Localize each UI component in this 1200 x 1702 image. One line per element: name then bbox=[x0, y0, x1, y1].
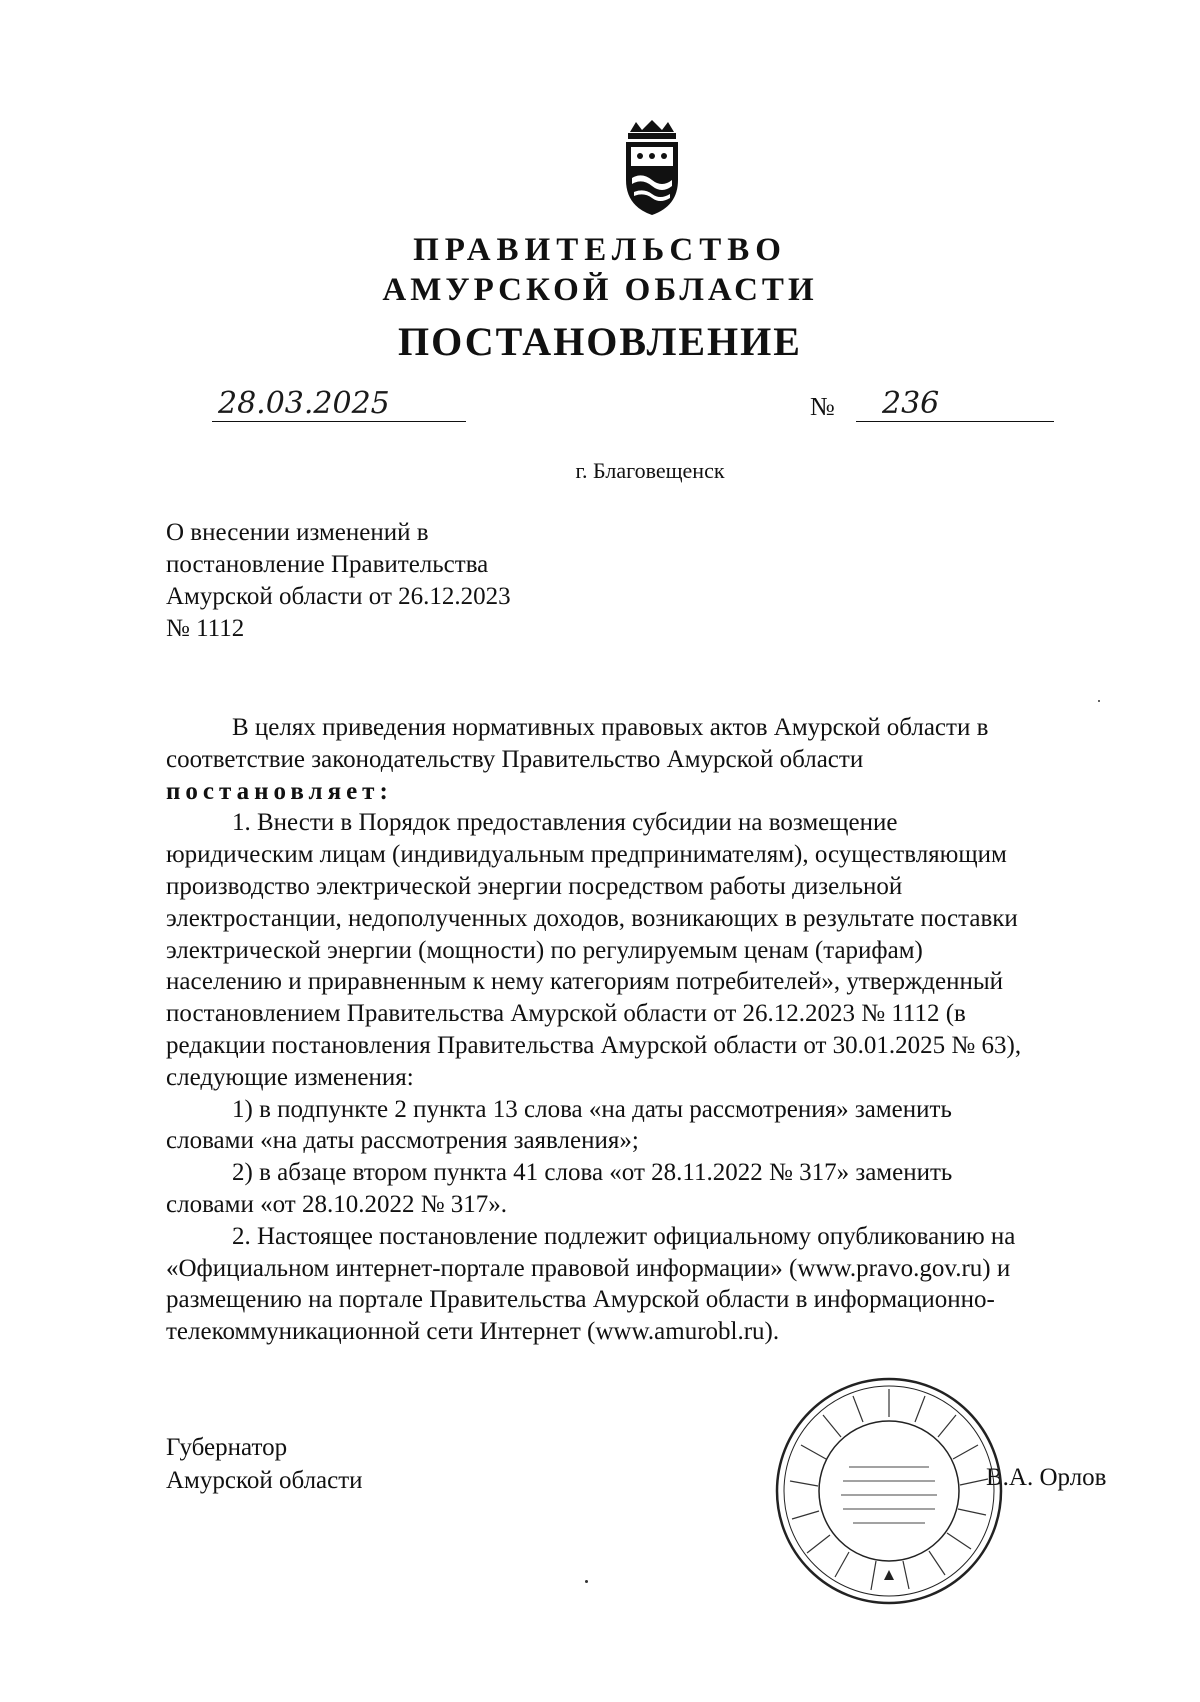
body-line: населению и приравненным к нему категориям потребителей», утвержденный bbox=[166, 968, 1004, 996]
coat-of-arms-icon bbox=[620, 118, 684, 218]
body-line: телекоммуникационной сети Интернет (www.amurobl.ru). bbox=[166, 1318, 780, 1346]
number-label: № bbox=[810, 392, 835, 421]
body-line: электрической энергии (мощности) по регулируемым ценам (тарифам) bbox=[166, 936, 923, 964]
document-type: ПОСТАНОВЛЕНИЕ bbox=[398, 319, 802, 364]
date-underline bbox=[212, 421, 466, 422]
city: г. Благовещенск bbox=[575, 458, 725, 483]
body-line: 2) в абзаце втором пункта 41 слова «от 28.11.2022 № 317» заменить bbox=[232, 1159, 953, 1187]
body-line: производство электрической энергии посредством работы дизельной bbox=[166, 872, 903, 900]
subject-line: О внесении изменений в bbox=[166, 519, 429, 546]
subject-line: постановление Правительства bbox=[166, 551, 489, 578]
scan-speck bbox=[1098, 700, 1100, 702]
body-line: В целях приведения нормативных правовых актов Амурской области в bbox=[232, 714, 989, 741]
resolves-keyword: постановляет: bbox=[166, 777, 393, 805]
subject-line: № 1112 bbox=[166, 615, 245, 642]
body-line: 1) в подпункте 2 пункта 13 слова «на даты рассмотрения» заменить bbox=[232, 1095, 952, 1123]
body-line: юридическим лицам (индивидуальным предпринимателям), осуществляющим bbox=[166, 841, 1007, 869]
official-stamp-icon bbox=[773, 1375, 1005, 1607]
body-line: постановлением Правительства Амурской области от 26.12.2023 № 1112 (в bbox=[166, 1000, 966, 1028]
body-line: 1. Внести в Порядок предоставления субсидии на возмещение bbox=[232, 809, 898, 837]
signatory-title-line: Губернатор bbox=[166, 1434, 288, 1461]
signatory-name: В.А. Орлов bbox=[986, 1464, 1107, 1491]
document-body bbox=[166, 712, 1112, 1348]
signatory-title-line: Амурской области bbox=[166, 1467, 363, 1494]
body-line: словами «от 28.10.2022 № 317». bbox=[166, 1190, 508, 1218]
signatory-title bbox=[166, 1431, 363, 1497]
body-line: соответствие законодательству Правительство Амурской области bbox=[166, 745, 864, 773]
scan-speck bbox=[585, 1580, 588, 1583]
body-line: редакции постановления Правительства Амурской области от 30.01.2025 № 63), bbox=[166, 1031, 1022, 1059]
body-line: 2. Настоящее постановление подлежит официальному опубликованию на bbox=[232, 1222, 1016, 1250]
document-subject bbox=[166, 517, 511, 645]
document-number: 236 bbox=[882, 386, 940, 421]
body-line: следующие изменения: bbox=[166, 1063, 414, 1091]
document-date: 28.03.2025 bbox=[218, 386, 390, 421]
subject-line: Амурской области от 26.12.2023 bbox=[166, 583, 511, 610]
number-underline bbox=[856, 421, 1054, 422]
region-title: АМУРСКОЙ ОБЛАСТИ bbox=[382, 272, 818, 308]
government-title: ПРАВИТЕЛЬСТВО bbox=[413, 232, 787, 268]
body-line: электростанции, недополученных доходов, возникающих в результате поставки bbox=[166, 904, 1018, 932]
body-line: словами «на даты рассмотрения заявления»; bbox=[166, 1127, 639, 1155]
body-line: размещению на портале Правительства Амурской области в информационно- bbox=[166, 1286, 995, 1314]
body-line: «Официальном интернет-портале правовой информации» (www.pravo.gov.ru) и bbox=[166, 1254, 1011, 1282]
